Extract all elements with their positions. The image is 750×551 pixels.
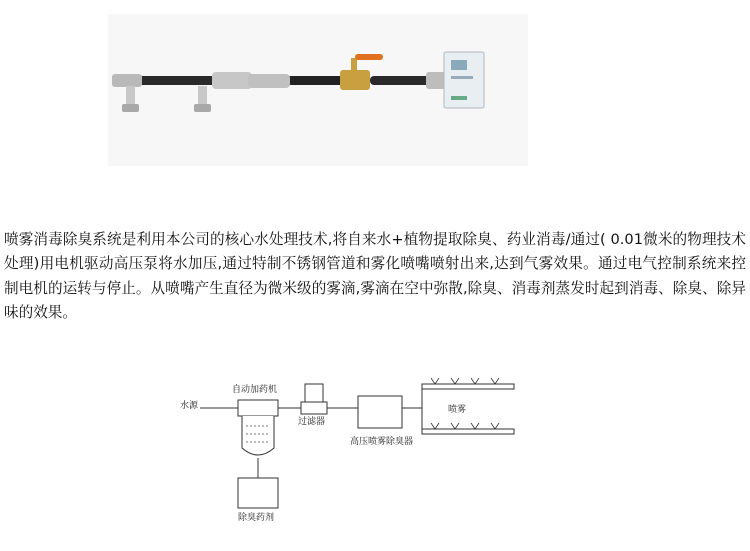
process-diagram	[160, 370, 580, 545]
spray-label: 喷雾	[448, 405, 467, 415]
description-paragraph: 喷雾消毒除臭系统是利用本公司的核心水处理技术,将自来水+植物提取除臭、药业消毒/通过( 0.01微米的物理技术处理)用电机驱动高压泵将水加压,通过特制不锈钢管道和雾化喷嘴喷射出来,达到气雾效果。通过电气控制系统来控制电机的运转与停止。从喷嘴产生直径为微米级的雾滴,雾滴在空中弥散,除臭、消毒剂蒸发时起到消毒、除臭、除异味的效果。	[4, 231, 746, 321]
high-pressure-label: 高压喷雾除臭器	[350, 437, 414, 447]
filter-label: 过滤器	[298, 417, 326, 427]
water-source-label: 水源	[180, 401, 199, 411]
auto-dosing-label: 自动加药机	[232, 385, 278, 395]
deodorant-label: 除臭药剂	[238, 513, 275, 523]
product-photo	[108, 14, 528, 166]
